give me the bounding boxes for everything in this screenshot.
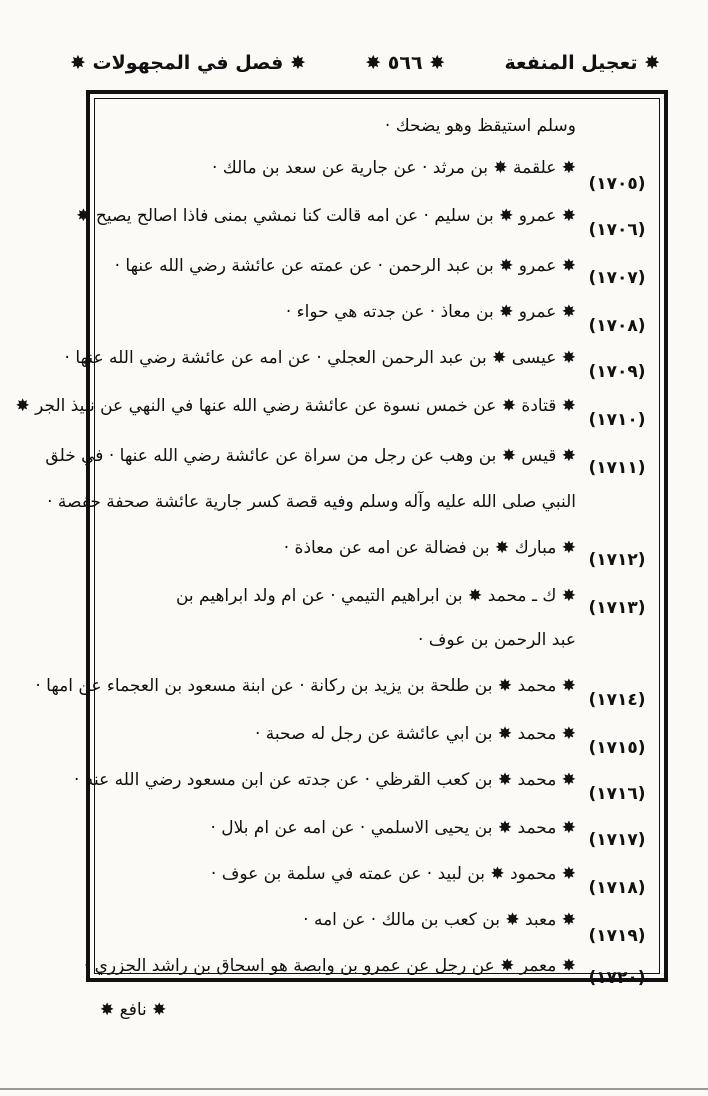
- entry-number: (١٧١٨): [588, 878, 646, 898]
- page-header: [70, 40, 660, 86]
- entry-number: (١٧١٦): [588, 784, 646, 804]
- entry-text: ✸ مبارك ✸ بن فضالة عن امه عن معاذة ·: [283, 538, 576, 558]
- entry-text: ✸ علقمة ✸ بن مرثد · عن جارية عن سعد بن مالك ·: [211, 158, 576, 178]
- entry-number: (١٧١٠): [588, 410, 646, 430]
- entry-text: ✸ عمرو ✸ بن عبد الرحمن · عن عمته عن عائشة رضي الله عنها ·: [114, 256, 576, 276]
- entry-text: ✸ محمد ✸ بن ابي عائشة عن رجل له صحبة ·: [254, 724, 576, 744]
- header-page-number: ✸ ٥٦٦ ✸: [365, 52, 446, 74]
- entry-text: ✸ محمود ✸ بن لبيد · عن عمته في سلمة بن عوف ·: [210, 864, 576, 884]
- entry-text: ✸ معبد ✸ بن كعب بن مالك · عن امه ·: [303, 910, 576, 930]
- entry-text: ✸ عمرو ✸ بن معاذ · عن جدته هي حواء ·: [285, 302, 576, 322]
- entry-text: ✸ محمد ✸ بن طلحة بن يزيد بن ركانة · عن ابنة مسعود بن العجماء عن امها ·: [35, 676, 576, 696]
- entry-number: (١٧١١): [588, 458, 646, 478]
- entry-number: (١٧٢٠): [588, 968, 646, 988]
- header-section-title: ✸ فصل في المجهولات ✸: [70, 52, 306, 74]
- entry-continuation: عبد الرحمن بن عوف ·: [418, 630, 576, 650]
- entry-text: ✸ عيسى ✸ بن عبد الرحمن العجلي · عن امه عن عائشة رضي الله عنها ·: [64, 348, 576, 368]
- entry-text: ✸ معمر ✸ عن رجل عن عمرو بن وابصة هو اسحاق بن راشد الجزري ·: [83, 956, 576, 976]
- entry-text: ✸ محمد ✸ بن يحيى الاسلمي · عن امه عن ام بلال ·: [210, 818, 576, 838]
- entry-number: (١٧١٧): [588, 830, 646, 850]
- entry-number: (١٧٠٨): [588, 316, 646, 336]
- entry-number: (١٧٠٦): [588, 220, 646, 240]
- header-book-title: ✸ تعجيل المنفعة: [504, 52, 660, 74]
- entry-continuation: النبي صلى الله عليه وآله وسلم وفيه قصة كسر جارية عائشة صحفة حفصة ·: [47, 492, 576, 512]
- entry-text: ✸ عمرو ✸ بن سليم · عن امه قالت كنا نمشي بمنى فاذا اصالح يصيح ✸: [76, 206, 576, 226]
- entry-number: (١٧١٣): [588, 598, 646, 618]
- entry-number: (١٧١٤): [588, 690, 646, 710]
- entry-number: (١٧١٥): [588, 738, 646, 758]
- entry-number: (١٧١٢): [588, 550, 646, 570]
- catchword: ✸ نافع ✸: [100, 1000, 167, 1020]
- entry-number: (١٧٠٥): [588, 174, 646, 194]
- entry-text: ✸ قتادة ✸ عن خمس نسوة عن عائشة رضي الله عنها في النهي عن نبيذ الجر ✸: [15, 396, 576, 416]
- entry-number: (١٧٠٧): [588, 268, 646, 288]
- entry-continuation: وسلم استيقظ وهو يضحك ·: [384, 116, 576, 136]
- entry-number: (١٧١٩): [588, 926, 646, 946]
- entry-text: ✸ ك ـ محمد ✸ بن ابراهيم التيمي · عن ام ولد ابراهيم بن: [175, 586, 576, 606]
- entry-text: ✸ قيس ✸ بن وهب عن رجل من سراة عن عائشة رضي الله عنها · في خلق: [45, 446, 576, 466]
- entry-number: (١٧٠٩): [588, 362, 646, 382]
- scan-edge-line: [0, 1088, 708, 1090]
- entry-text: ✸ محمد ✸ بن كعب القرظي · عن جدته عن ابن مسعود رضي الله عنه ·: [74, 770, 576, 790]
